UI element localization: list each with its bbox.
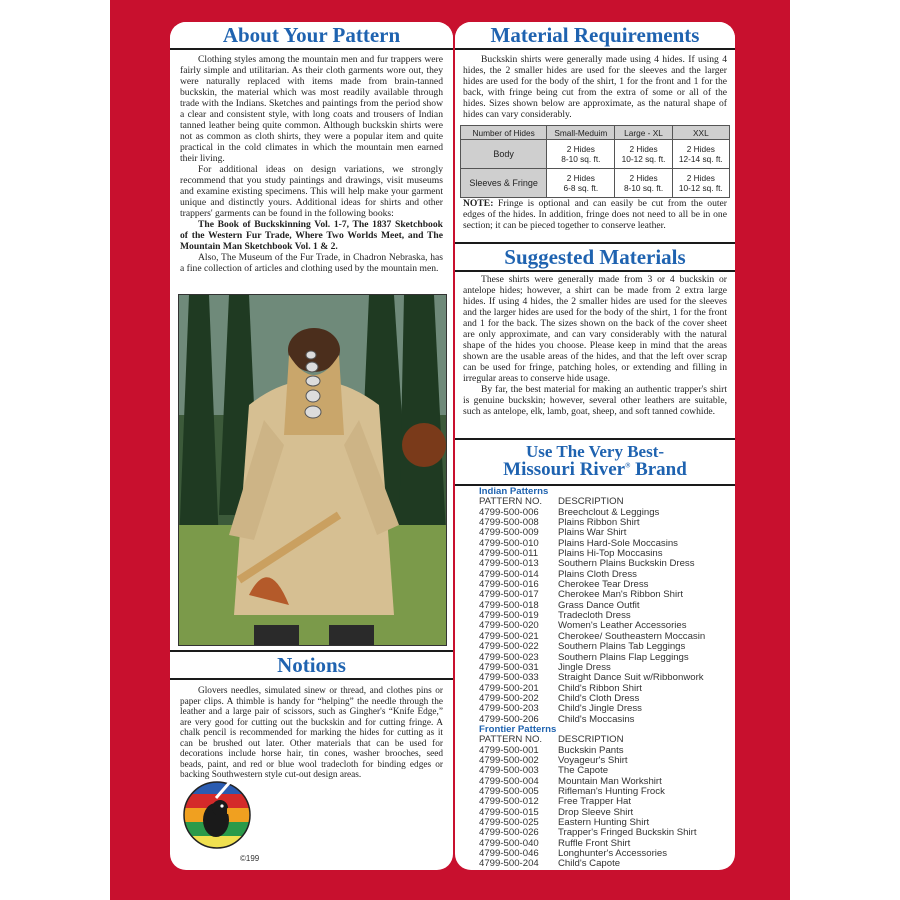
brand-tagline: Use The Very Best- xyxy=(525,442,665,461)
pattern-number: 4799-500-019 xyxy=(479,610,539,622)
pattern-number: 4799-500-016 xyxy=(479,579,539,591)
pattern-number: 4799-500-006 xyxy=(479,506,539,518)
pattern-number: 4799-500-005 xyxy=(479,785,539,797)
pattern-description: Free Trapper Hat xyxy=(558,796,632,808)
pattern-number: 4799-500-020 xyxy=(479,620,539,632)
pattern-description: Eastern Hunting Shirt xyxy=(558,817,650,828)
notions-paragraph: Glovers needles, simulated sinew or thread, and clothes pins or paper clips. A thimble is handy for “helping” the needle through the leather and a large pair of scissors, such as Gingher's “Knife Edge,” are very good for cutting out the buckskin and for cutting fringe. A chalk pencil is recommended for marking the hides for cutting as it can be brushed out later. Other materials that can be used for decorations include horse hair, tin cones, washer brooches, seed beads, paint, and red or blue wool tradecloth for binding edges or backing Southwestern style cut-out design areas. xyxy=(180,686,443,780)
pattern-description: Buckskin Pants xyxy=(558,744,624,756)
material-title: Material Requirements xyxy=(455,22,735,50)
indian-patterns-heading: Indian Patterns xyxy=(479,486,549,497)
pattern-description: Cherokee Tear Dress xyxy=(558,579,649,591)
about-books: The Book of Buckskinning Vol. 1-7, The 1837 Sketchbook of the Western Fur Trade, Where Two Worlds Meet, and The Mountain Man Sketchbook Vol. 1 & 2. xyxy=(180,219,443,252)
about-body xyxy=(180,54,443,274)
table-cell: 2 Hides 8-10 sq. ft. xyxy=(615,169,672,198)
table-header: Number of Hides xyxy=(461,126,547,140)
pattern-number: 4799-500-013 xyxy=(479,558,539,570)
material-body xyxy=(463,54,727,120)
pattern-description: Trapper's Fringed Buckskin Shirt xyxy=(558,827,697,839)
left-column xyxy=(170,22,453,870)
frontier-patterns-heading: Frontier Patterns xyxy=(479,723,557,735)
material-paragraph: Buckskin shirts were generally made using 4 hides. If using 4 hides, the 2 smaller hides are used for the sleeves and the larger hides are used for the body of the shirt, 1 for the front and 1 for the back, with fringe being cut from the extra of some or all of the hides. Sizes shown below are approximate, as the natural shape of hides can vary considerably. xyxy=(463,54,727,120)
pattern-description: Child's Moccasins xyxy=(558,713,635,725)
table-header: Large - XL xyxy=(615,126,672,140)
table-row xyxy=(461,140,730,169)
pattern-number: 4799-500-015 xyxy=(479,806,539,818)
brand-name: Missouri River® Brand xyxy=(503,459,687,480)
brand-divider-top xyxy=(455,438,735,440)
table-cell: 2 Hides 8-10 sq. ft. xyxy=(547,140,615,169)
about-title: About Your Pattern xyxy=(170,22,453,50)
suggested-paragraph-2: By far, the best material for making an authentic trapper's shirt is genuine buckskin; however, several other leathers are suitable, such as antelope, elk, lamb, goat, sheep, and soft tanned cowhide. xyxy=(463,384,727,417)
suggested-paragraph-1: These shirts were generally made from 3 or 4 buckskin or antelope hides; however, a shirt can be made from 2 extra large hides. If using 4 hides, the 2 smaller hides are used for the sleeves and the larger hides are used for the body of the shirt, 1 for the front and 1 for the back. The sizes shown on the back of the cover sheet are only approximate, and can vary considerably with the natural shape of the hides you choose. Please keep in mind that the areas shown are the usable areas of the hides, and that the left over scrap can be used for fringe, patching holes, or extending and filling in irregular areas to conserve hide usage. xyxy=(463,274,727,384)
pattern-description: Rifleman's Hunting Frock xyxy=(558,785,665,797)
pattern-number: 4799-500-012 xyxy=(479,796,539,808)
note-text: Fringe is optional and can easily be cut from the outer edges of the hides. In addition, fringe does not need to all be in one section; it can be pieced together to conserve leather. xyxy=(463,198,727,231)
pattern-description: Ruffle Front Shirt xyxy=(558,837,631,849)
table-header: XXL xyxy=(672,126,729,140)
pattern-number: 4799-500-204 xyxy=(479,858,539,870)
right-column xyxy=(455,22,735,870)
pattern-description: Mountain Man Workshirt xyxy=(558,775,662,787)
hides-table xyxy=(460,125,730,198)
pattern-description: Child's Cloth Dress xyxy=(558,692,640,704)
buckskin-shirt-photo xyxy=(178,294,447,646)
about-paragraph-1: Clothing styles among the mountain men and fur trappers were fairly simple and utilitarian. As their cloth garments wore out, they were naturally replaced with items made from brain-tanned buckskin, the material which was most readily available through trade with the Indians. Sketches and paintings from the period show a clear and consistent style, with long coats and trousers of Indian tanned leather being quite common. Although buckskin shirts were not as common as cloth shirts, they were a popular item and quite practical in the cold climates in which the mountain men earned their living. xyxy=(180,54,443,164)
pattern-number: 4799-500-202 xyxy=(479,692,539,704)
pattern-description: Cherokee Man's Ribbon Shirt xyxy=(558,589,684,601)
pattern-description: Straight Dance Suit w/Ribbonwork xyxy=(558,672,704,684)
pattern-description: Grass Dance Outfit xyxy=(558,599,640,611)
pattern-number: 4799-500-046 xyxy=(479,848,539,860)
pattern-number: 4799-500-033 xyxy=(479,672,539,684)
pattern-number: 4799-500-010 xyxy=(479,537,539,549)
list-header: PATTERN NO. DESCRIPTION xyxy=(479,496,624,508)
about-paragraph-2: For additional ideas on design variations, we strongly recommend that you study paintings and drawings, visit museums and examine existing specimens. This will help make your garment unique and distinctly yours. Additional ideas for shirts and other trappers' garments can be found in the following books: xyxy=(180,164,443,219)
table-cell: 2 Hides 12-14 sq. ft. xyxy=(672,140,729,169)
suggested-body xyxy=(463,274,727,417)
table-header: Small-Meduim xyxy=(547,126,615,140)
note-label: NOTE: xyxy=(463,198,494,209)
pattern-description: Jingle Dress xyxy=(558,661,611,673)
pattern-number: 4799-500-011 xyxy=(479,548,539,560)
pattern-number: 4799-500-001 xyxy=(479,744,539,756)
copyright: ©199 xyxy=(240,854,260,863)
pattern-description: Plains War Shirt xyxy=(558,527,627,539)
pattern-description: Child's Ribbon Shirt xyxy=(558,682,642,694)
pattern-number: 4799-500-022 xyxy=(479,641,539,653)
pattern-number: 4799-500-025 xyxy=(479,817,539,828)
pattern-description: Southern Plains Tab Leggings xyxy=(558,641,686,653)
pattern-description: Tradecloth Dress xyxy=(558,610,631,622)
pattern-description: Plains Cloth Dress xyxy=(558,568,637,580)
pattern-description: Plains Ribbon Shirt xyxy=(558,517,640,529)
pattern-number: 4799-500-026 xyxy=(479,827,539,839)
pattern-number: 4799-500-009 xyxy=(479,527,539,539)
pattern-description: Cherokee/ Southeastern Moccasin xyxy=(558,630,706,642)
pattern-description: Plains Hi-Top Moccasins xyxy=(558,548,663,560)
pattern-number: 4799-500-031 xyxy=(479,661,539,673)
notions-title: Notions xyxy=(170,652,453,680)
pattern-number: 4799-500-003 xyxy=(479,765,539,777)
pattern-description: Child's Capote xyxy=(558,858,621,870)
pattern-description: Child's Jingle Dress xyxy=(558,703,642,715)
pattern-number: 4799-500-004 xyxy=(479,775,539,787)
table-cell: 2 Hides 10-12 sq. ft. xyxy=(615,140,672,169)
pattern-list xyxy=(479,487,705,870)
indian-pattern-list xyxy=(479,508,705,725)
pattern-number: 4799-500-040 xyxy=(479,837,539,849)
pattern-number: 4799-500-201 xyxy=(479,682,539,694)
pattern-description: The Capote xyxy=(558,765,609,777)
pattern-number: 4799-500-021 xyxy=(479,630,539,642)
pattern-description: Longhunter's Accessories xyxy=(558,848,668,860)
suggested-title: Suggested Materials xyxy=(455,244,735,272)
pattern-number: 4799-500-017 xyxy=(479,589,539,601)
notions-body xyxy=(180,686,443,781)
brand-logo xyxy=(182,780,252,850)
pattern-description: Drop Sleeve Shirt xyxy=(558,806,634,818)
pattern-number: 4799-500-018 xyxy=(479,599,539,611)
table-row xyxy=(461,169,730,198)
pattern-number: 4799-500-023 xyxy=(479,651,539,663)
pattern-number: 4799-500-206 xyxy=(479,713,539,725)
pattern-description: Plains Hard-Sole Moccasins xyxy=(558,537,678,549)
pattern-description: Breechclout & Leggings xyxy=(558,506,660,518)
pattern-description: Women's Leather Accessories xyxy=(558,620,687,632)
about-paragraph-3: Also, The Museum of the Fur Trade, in Chadron Nebraska, has a fine collection of articles and clothing used by the mountain men. xyxy=(180,252,443,274)
material-note xyxy=(463,198,727,231)
pattern-number: 4799-500-002 xyxy=(479,754,539,766)
pattern-number: 4799-500-014 xyxy=(479,568,539,580)
list-item xyxy=(479,859,705,869)
table-cell: 2 Hides 10-12 sq. ft. xyxy=(672,169,729,198)
list-header: PATTERN NO. DESCRIPTION xyxy=(479,734,624,746)
pattern-description: Southern Plains Buckskin Dress xyxy=(558,558,695,570)
pattern-description: Voyageur's Shirt xyxy=(558,754,628,766)
row-label: Body xyxy=(461,140,547,169)
table-cell: 2 Hides 6-8 sq. ft. xyxy=(547,169,615,198)
pattern-number: 4799-500-203 xyxy=(479,703,539,715)
pattern-description: Southern Plains Flap Leggings xyxy=(558,651,689,663)
pattern-number: 4799-500-008 xyxy=(479,517,539,529)
frontier-pattern-list xyxy=(479,746,705,870)
row-label: Sleeves & Fringe xyxy=(461,169,547,198)
